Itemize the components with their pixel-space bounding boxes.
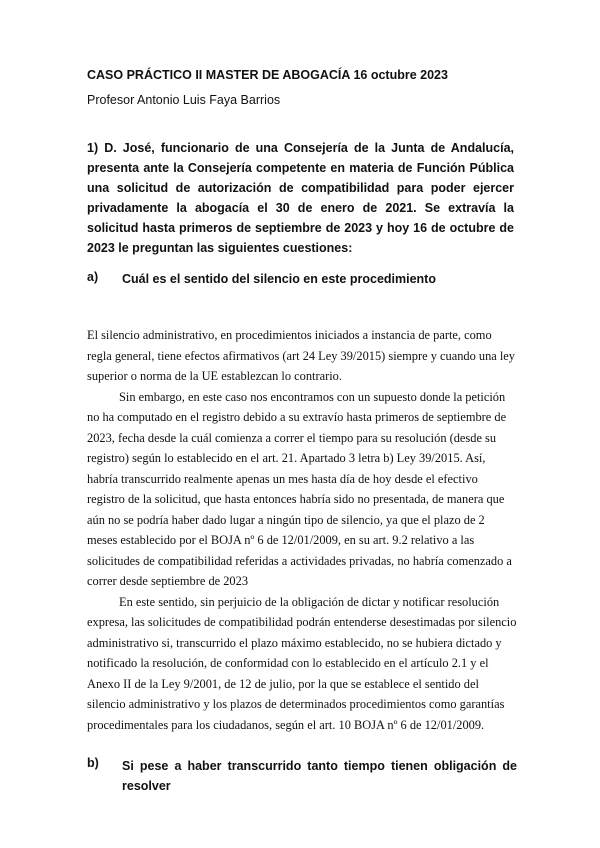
professor-name: Profesor Antonio Luis Faya Barrios [87,93,281,107]
section-b-title: Si pese a haber transcurrido tanto tiempo tienen obligación de resolver [122,759,517,793]
section-a-title: Cuál es el sentido del silencio en este procedimiento [122,272,436,286]
document-title: CASO PRÁCTICO II MASTER DE ABOGACÍA 16 octubre 2023 [87,68,448,82]
section-a-heading [87,270,517,289]
section-a-letter: a) [87,270,99,284]
section-b-heading [87,756,517,796]
answer-paragraph-2: Sin embargo, en este caso nos encontramos con un supuesto donde la petición no ha computado en el registro debido a su extravío hasta primeros de septiembre de 2023, fecha desde la cuál comienza a correr el tiempo para su resolución (desde su registro) según lo establecido en el art. 21. Apartado 3 letra b) Ley 39/2015. Así, habría transcurrido realmente apenas un mes hasta día de hoy desde el efectivo registro de la solicitud, que hasta entonces habría sido no presentada, de manera que aún no se podría haber dado lugar a ningún tipo de silencio, ya que el plazo de 2 meses establecido por el BOJA nº 6 de 12/01/2009, en su art. 9.2 relativo a las solicitudes de compatibilidad referidas a actividades privadas, no habría comenzado a correr desde septiembre de 2023 [87,389,512,588]
answer-paragraph-1: El silencio administrativo, en procedimientos iniciados a instancia de parte, como regla general, tiene efectos afirmativos (art 24 Ley 39/2015) siempre y cuando una ley superior o norma de la UE establezcan lo contrario. [87,328,515,383]
answer-paragraph-3: En este sentido, sin perjuicio de la obligación de dictar y notificar resolución expresa, las solicitudes de compatibilidad podrán entenderse desestimadas por silencio administrativo si, transcurrido el plazo máximo establecido, no se hubiera dictado y notificado la resolución, de conformidad con lo establecido en el artículo 2.1 y el Anexo II de la Ley 9/2001, de 12 de julio, por la que se establece el sentido del silencio administrativo y los plazos de determinados procedimientos como garantías procedimentales para los ciudadanos, según el art. 10 BOJA nº 6 de 12/01/2009. [87,594,517,732]
case-question: 1) D. José, funcionario de una Consejería de la Junta de Andalucía, presenta ante la Consejería competente en materia de Función Pública una solicitud de autorización de compatibilidad para poder ejercer privadamente la abogacía el 30 de enero de 2021. Se extravía la solicitud hasta primeros de septiembre de 2023 y hoy 16 de octubre de 2023 le preguntan las siguientes cuestiones: [87,141,514,255]
section-b-letter: b) [87,756,99,770]
answer-body [87,325,517,735]
